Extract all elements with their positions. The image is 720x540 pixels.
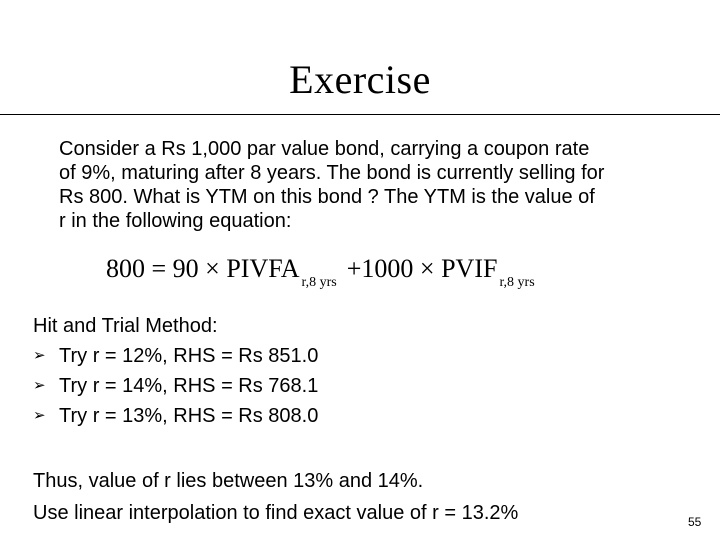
conclusion-line-2: Use linear interpolation to find exact value of r = 13.2% [33,502,519,524]
equation-subscript-2: r,8 yrs [499,275,535,290]
problem-line-1: Consider a Rs 1,000 par value bond, carrying a coupon rate [59,138,590,160]
problem-line-4: r in the following equation: [59,210,292,232]
problem-line-3: Rs 800. What is YTM on this bond ? The YTM is the value of [59,186,595,208]
list-item [33,341,633,371]
slide-number: 55 [688,515,702,529]
trial-text: Try r = 14%, RHS = Rs 768.1 [59,375,319,397]
equation-lhs: 800 = 90 × PIVFA [106,254,300,283]
problem-line-2: of 9%, maturing after 8 years. The bond is currently selling for [59,162,605,184]
title-divider [0,114,720,115]
conclusion [33,465,673,529]
slide-title: Exercise [289,57,431,102]
conclusion-line-1: Thus, value of r lies between 13% and 14%. [33,470,424,492]
trial-list [33,341,633,431]
ytm-equation [106,251,535,292]
method-section [33,311,633,431]
trial-text: Try r = 13%, RHS = Rs 808.0 [59,405,319,427]
method-heading: Hit and Trial Method: [33,315,218,337]
list-item [33,371,633,401]
equation-mid: +1000 × PVIF [346,254,498,283]
list-item [33,401,633,431]
equation-subscript-1: r,8 yrs [301,275,337,290]
problem-statement [59,137,719,233]
arrow-bullet-icon: ➢ [33,377,46,394]
arrow-bullet-icon: ➢ [33,347,46,364]
trial-text: Try r = 12%, RHS = Rs 851.0 [59,345,319,367]
arrow-bullet-icon: ➢ [33,407,46,424]
